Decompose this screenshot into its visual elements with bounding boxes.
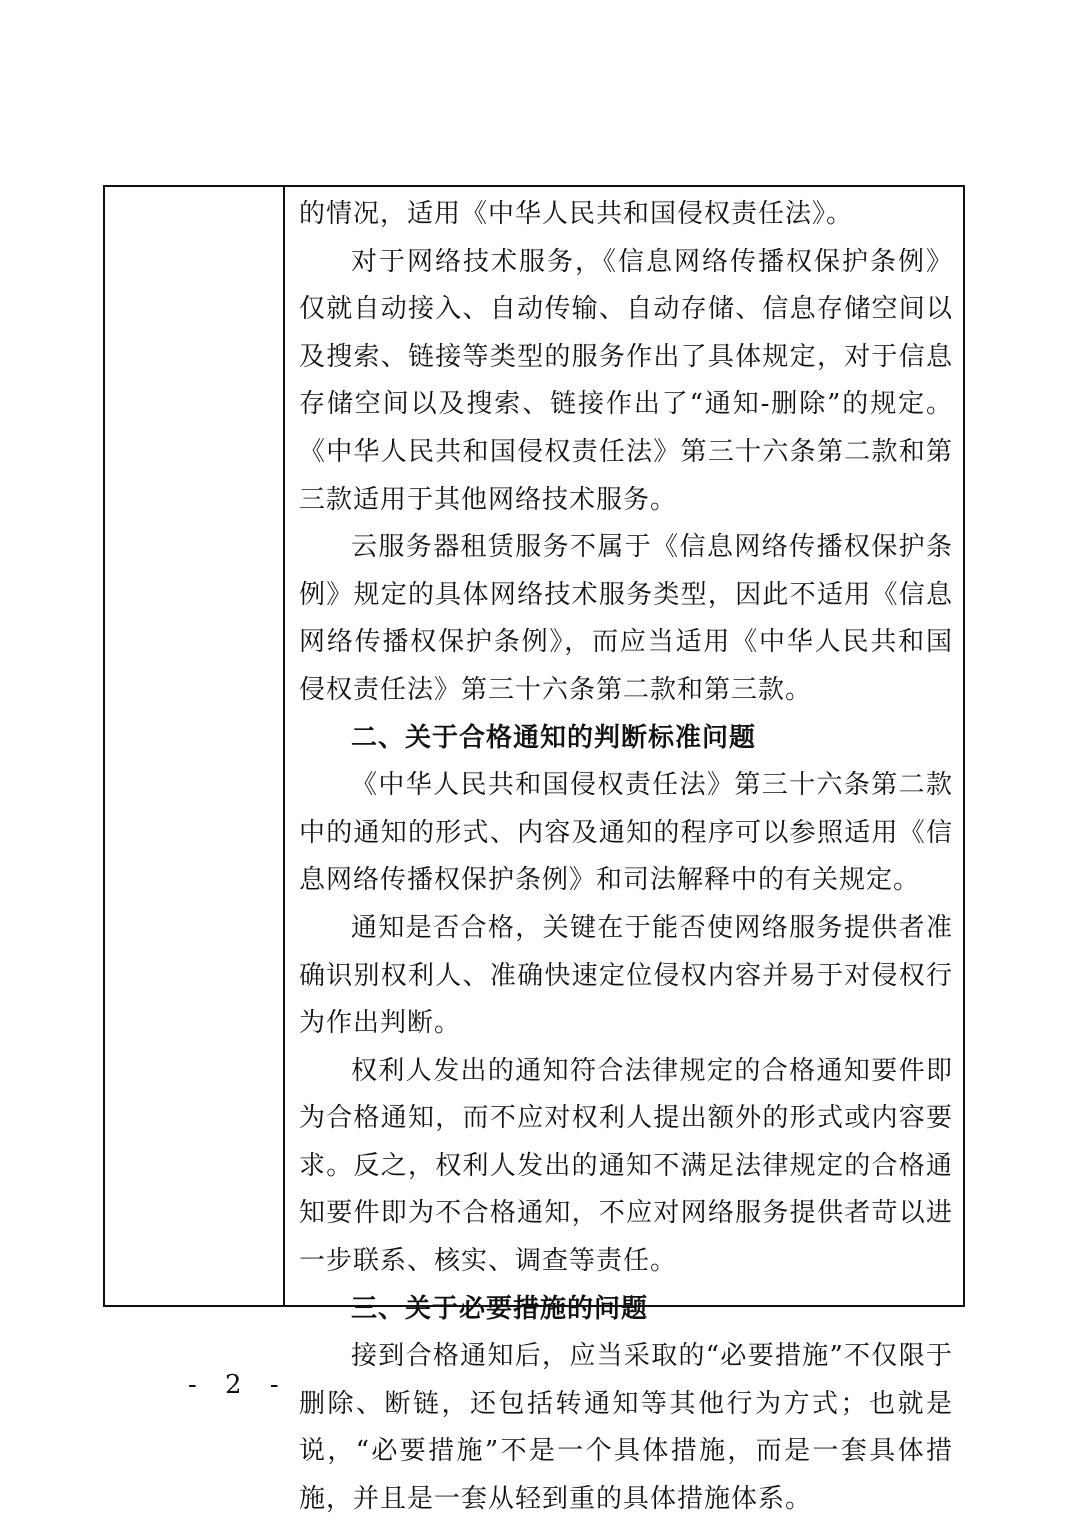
section-heading: 二、关于合格通知的判断标准问题 (351, 722, 757, 753)
paragraph: 云服务器租赁服务不属于《信息网络传播权保护条例》规定的具体网络技术服务类型，因此不适用《信息网络传播权保护条例》，而应当适用《中华人民共和国侵权责任法》第三十六条第二款和第三款。 (299, 532, 953, 705)
table-left-column (105, 187, 285, 1305)
table-content-cell (285, 187, 963, 1515)
document-table (103, 185, 965, 1515)
paragraph: 的情况，适用《中华人民共和国侵权责任法》。 (299, 199, 854, 229)
paragraph: 《中华人民共和国侵权责任法》第三十六条第二款中的通知的形式、内容及通知的程序可以参照适用《信息网络传播权保护条例》和司法解释中的有关规定。 (299, 770, 953, 896)
section-heading: 三、关于必要措施的问题 (351, 1293, 649, 1324)
paragraph: 权利人发出的通知符合法律规定的合格通知要件即为合格通知，而不应对权利人提出额外的形式或内容要求。反之，权利人发出的通知不满足法律规定的合格通知要件即为不合格通知，不应对网络服务提供者苛以进一步联系、核实、调查等责任。 (299, 1055, 953, 1277)
page-number: - 2 - (188, 1370, 289, 1400)
paragraph: 通知是否合格，关键在于能否使网络服务提供者准确识别权利人、准确快速定位侵权内容并易于对侵权行为作出判断。 (299, 912, 953, 1039)
paragraph: 对于网络技术服务，《信息网络传播权保护条例》仅就自动接入、自动传输、自动存储、信息存储空间以及搜索、链接等类型的服务作出了具体规定，对于信息存储空间以及搜索、链接作出了“通知-删除”的规定。《中华人民共和国侵权责任法》第三十六条第二款和第三款适用于其他网络技术服务。 (299, 246, 953, 515)
paragraph: 接到合格通知后，应当采取的“必要措施”不仅限于删除、断链，还包括转通知等其他行为方式；也就是说，“必要措施”不是一个具体措施，而是一套具体措施，并且是一套从轻到重的具体措施体系。 (299, 1341, 953, 1515)
